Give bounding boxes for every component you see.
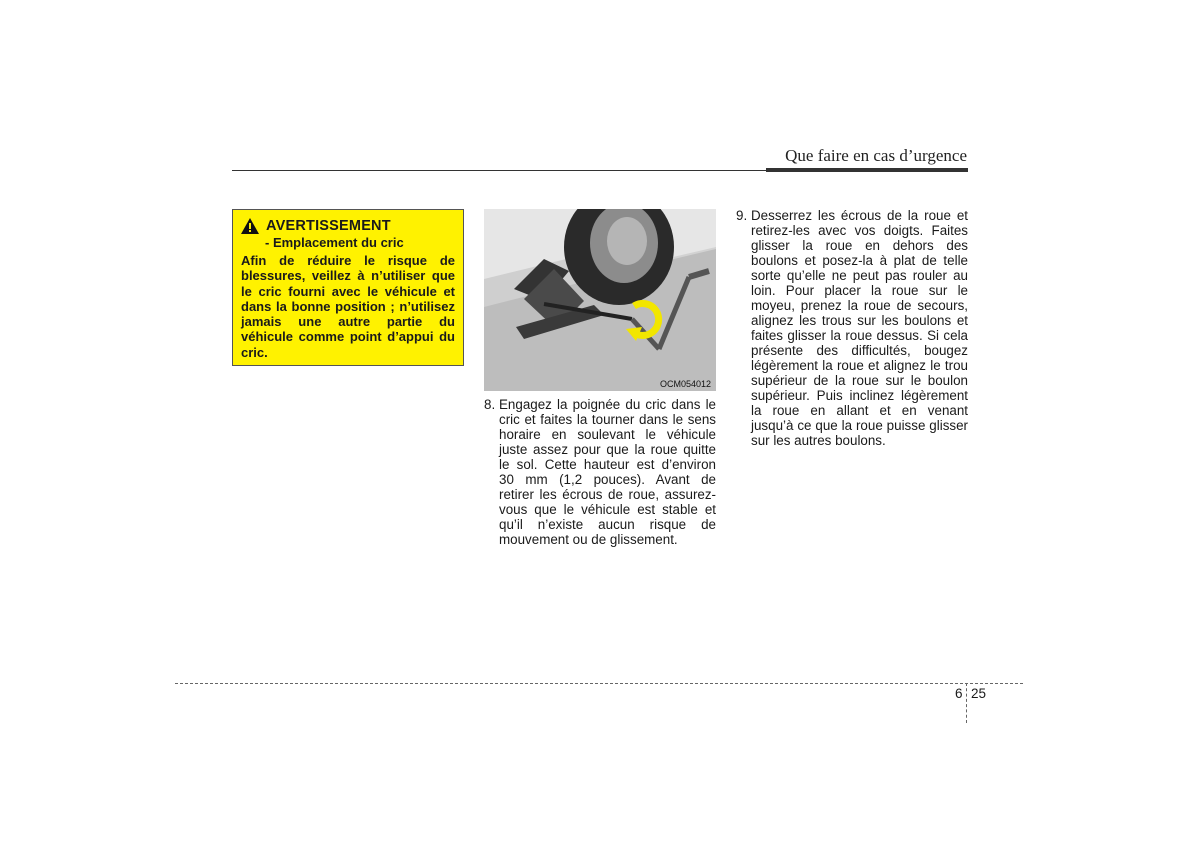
- jack-illustration-drawing: [484, 209, 716, 391]
- step-number: 9.: [736, 208, 748, 223]
- page-number: 25: [971, 686, 987, 701]
- section-title: Que faire en cas d’urgence: [785, 146, 967, 165]
- warning-subtitle: - Emplacement du cric: [265, 235, 404, 250]
- step-text: Desserrez les écrous de la roue et retirez-les avec vos doigts. Faites glisser la roue en dehors des boulons et posez-la à plat de telle sorte qu’elle ne peut pas rouler au loin. Pour placer la roue sur le moyeu, prenez la roue de secours, alignez les trous sur les boulons et faites glisser la roue dessus. Si cela présente des difficultés, bougez légèrement la roue et alignez le trou supérieur de la roue sur le boulon supérieur. Puis inclinez légèrement la roue en allant et en venant jusqu’à ce que la roue puisse glisser sur les autres boulons.: [751, 208, 968, 448]
- step-8: [484, 397, 716, 547]
- warning-body: Afin de réduire le risque de blessures, veillez à n’utiliser que le cric fourni avec le véhicule et dans la bonne position ; n’utilisez jamais une autre partie du véhicule comme point d’appui du cric.: [241, 253, 455, 360]
- footer-rule: [175, 683, 1023, 684]
- warning-header: [241, 218, 455, 234]
- page-chapter: 6: [955, 686, 963, 701]
- header-rule-accent: [766, 168, 968, 172]
- footer-separator: [966, 683, 967, 723]
- step-text: Engagez la poignée du cric dans le cric et faites la tourner dans le sens horaire en soulevant le véhicule juste assez pour que la roue quitte le sol. Cette hauteur est d’environ 30 mm (1,2 pouces). Avant de retirer les écrous de roue, assurez-vous que le véhicule est stable et qu’il n’existe aucun risque de mouvement ou de glissement.: [499, 397, 716, 547]
- warning-title: AVERTISSEMENT: [266, 218, 391, 234]
- jack-illustration: [484, 209, 716, 391]
- figure-code: OCM054012: [659, 379, 711, 389]
- step-9: [736, 208, 968, 448]
- warning-triangle-icon: [241, 218, 259, 234]
- step-number: 8.: [484, 397, 496, 412]
- warning-box: [232, 209, 464, 366]
